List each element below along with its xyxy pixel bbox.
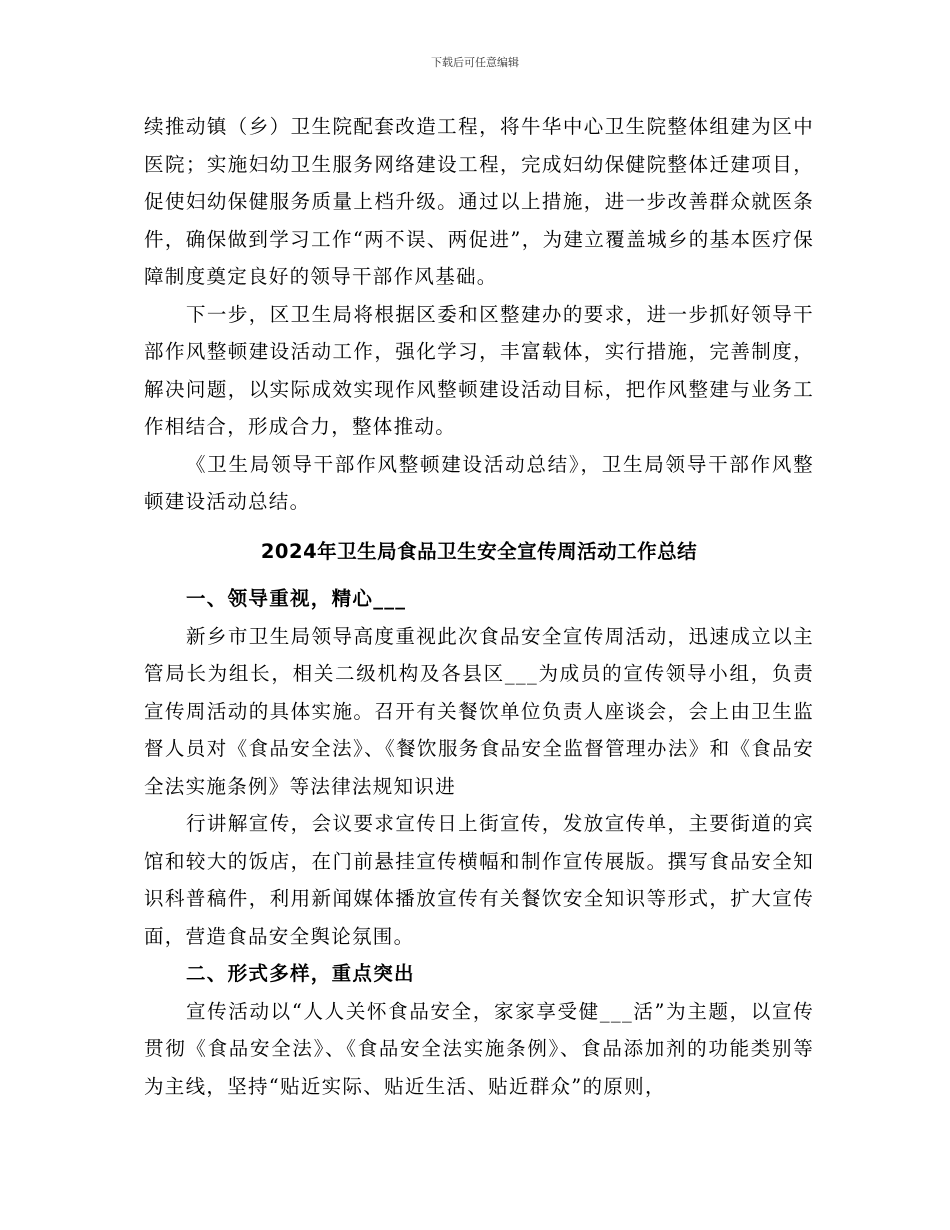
paragraph-continuation: 续推动镇（乡）卫生院配套改造工程，将牛华中心卫生院整体组建为区中医院；实施妇幼卫生服务网络建设工程，完成妇幼保健院整体迁建项目，促使妇幼保健服务质量上档升级。通过以上措施，进一步改善群众就医条件，确保做到学习工作“两不误、两促进”，为建立覆盖城乡的基本医疗保障制度奠定良好的领导干部作风基础。	[144, 115, 814, 288]
paragraph-publicity: 行讲解宣传，会议要求宣传日上街宣传，发放宣传单，主要街道的宾馆和较大的饭店，在门前悬挂宣传横幅和制作宣传展版。撰写食品安全知识科普稿件，利用新闻媒体播放宣传有关餐饮安全知识等形式，扩大宣传面，营造食品安全舆论氛围。	[144, 812, 814, 948]
heading-diverse-forms: 二、形式多样，重点突出	[186, 962, 415, 985]
paragraph-summary-reference: 《卫生局领导干部作风整顿建设活动总结》，卫生局领导干部作风整顿建设活动总结。	[144, 452, 814, 513]
paragraph-leadership: 新乡市卫生局领导高度重视此次食品安全宣传周活动，迅速成立以主管局长为组长，相关二级机构及各县区___为成员的宣传领导小组，负责宣传周活动的具体实施。召开有关餐饮单位负责人座谈会，会上由卫生监督人员对《食品安全法》、《餐饮服务食品安全监督管理办法》和《食品安全法实施条例》等法律法规知识进	[144, 624, 814, 798]
paragraph-next-steps: 下一步，区卫生局将根据区委和区整建办的要求，进一步抓好领导干部作风整顿建设活动工作，强化学习，丰富载体，实行措施，完善制度，解决问题，以实际成效实现作风整顿建设活动目标，把作风整建与业务工作相结合，形成合力，整体推动。	[144, 302, 814, 438]
section-title: 2024年卫生局食品卫生安全宣传周活动工作总结	[260, 539, 698, 563]
heading-leadership: 一、领导重视，精心___	[186, 587, 407, 610]
document-body	[144, 108, 814, 1105]
page-header-note: 下载后可任意编辑	[431, 56, 519, 69]
paragraph-theme: 宣传活动以“人人关怀食品安全，家家享受健___活”为主题，以宣传贯彻《食品安全法》、《食品安全法实施条例》、食品添加剂的功能类别等为主线，坚持“贴近实际、贴近生活、贴近群众”的原则，	[144, 999, 814, 1098]
